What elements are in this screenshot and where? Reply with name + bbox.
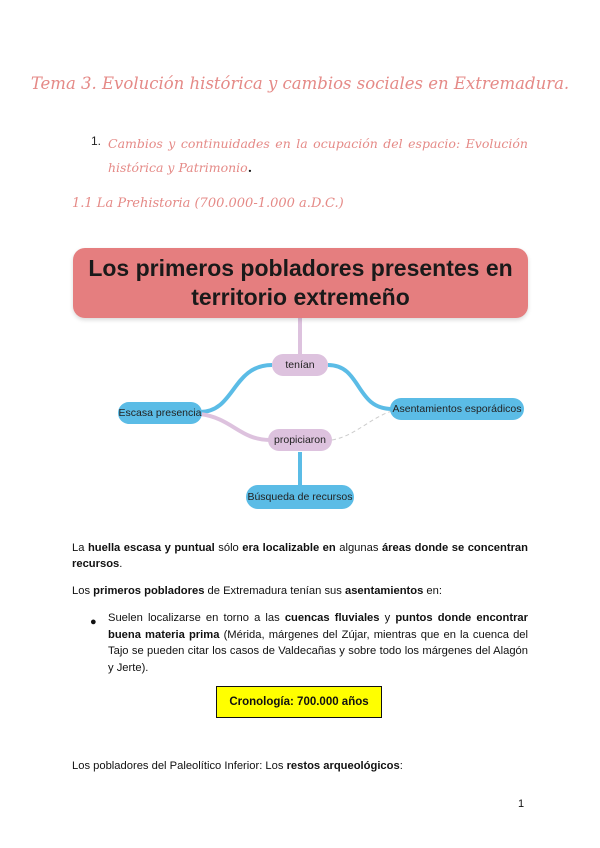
connector-escasa-propiciaron [200,414,270,440]
mindmap-node-asentamientos: Asentamientos esporádicos [390,398,524,420]
connector-propiciaron-asentamientos [332,411,392,440]
bold-text: primeros pobladores [93,585,205,597]
text: de Extremadura tenían sus [204,585,345,597]
text: algunas [335,542,382,554]
bold-text: cuencas fluviales [284,612,380,624]
section-heading-text: Cambios y continuidades en la ocupación del espacio: Evolución histórica y Patrimonio [108,136,528,175]
chronology-highlight-box: Cronología: 700.000 años [216,686,382,718]
mindmap-main-node [73,248,528,318]
bold-text: áreas donde se concentran recursos [72,542,528,570]
text: en: [423,585,442,597]
section-heading-dot: . [247,160,253,175]
mindmap-node-propiciaron: propiciaron [268,429,332,451]
paragraph-huella [72,540,528,572]
connector-escasa-tenian [200,365,272,412]
text: y [379,612,396,624]
text: (Mérida, márgenes del Zújar, mientras que en la cuenca del Tajo se pueden citar los casos de Valdecañas y sobre todo los márgenes del Alagón y Jerte). [108,628,528,674]
text: La [72,542,88,554]
mindmap-node-busqueda: Búsqueda de recursos [246,485,354,509]
section-number: 1. [91,134,102,148]
page-title: Tema 3. Evolución histórica y cambios sociales en Extremadura. [30,74,570,93]
bold-text: asentamientos [344,585,424,597]
mindmap-main-line1: Los primeros pobladores presentes en [88,255,513,281]
bold-text: puntos donde encontrar buena materia prima [108,612,528,641]
text: sólo [214,542,243,554]
text: Los pobladores del Paleolítico Inferior: Los [72,760,287,772]
bold-text: era localizable en [242,542,336,554]
paragraph-pobladores [72,583,528,599]
text: Los [72,585,94,597]
text: : [399,760,403,772]
bullet-marker: ● [90,616,97,628]
text: . [119,558,123,570]
mindmap-node-tenian: tenían [272,354,328,376]
subsection-title: 1.1 La Prehistoria (700.000-1.000 a.D.C.) [72,196,344,211]
mindmap-node-escasa-presencia: Escasa presencia [118,402,202,424]
mindmap-main-line2: territorio extremeño [191,284,410,310]
bullet-item [108,610,528,676]
text: Suelen localizarse en torno a las [108,612,285,624]
bold-text: huella escasa y puntual [87,542,215,554]
paragraph-paleolitico [72,758,528,774]
bold-text: restos arqueológicos [286,760,400,772]
page-number: 1 [518,798,525,810]
connector-tenian-asentamientos [328,365,392,409]
